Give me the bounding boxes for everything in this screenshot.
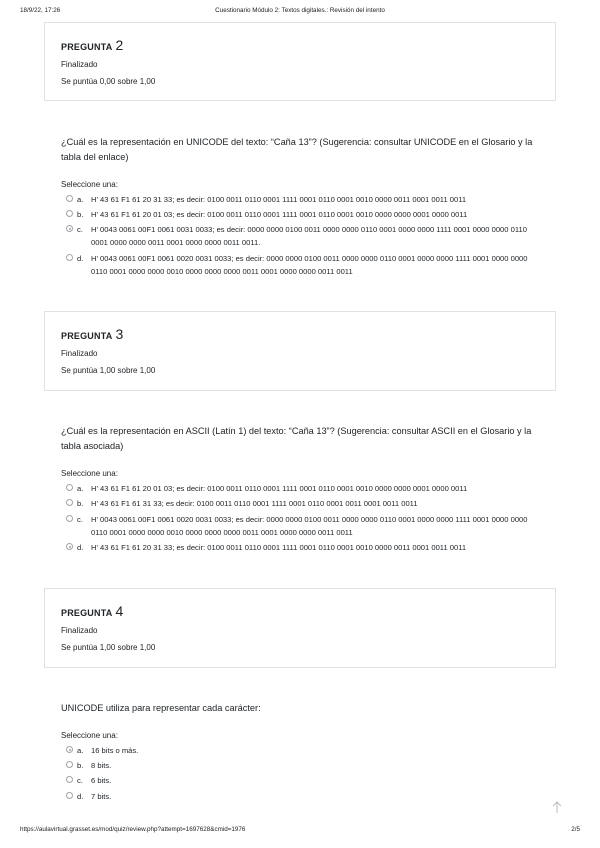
radio-button[interactable] (66, 761, 73, 768)
radio-button[interactable] (66, 254, 73, 261)
question-info-4 (44, 588, 556, 668)
question-grade: Se puntúa 1,00 sobre 1,00 (61, 366, 156, 375)
question-state: Finalizado (61, 60, 98, 69)
question-info-2 (44, 22, 556, 101)
print-url: https://aulavirtual.grasset.es/mod/quiz/review.php?attempt=1697628&cmid=1976 (20, 826, 246, 833)
answer-option[interactable]: c. H' 0043 0061 00F1 0061 0031 0033; es decir: 0000 0000 0100 0011 0000 0000 0110 0001 0000 0000 1111 0001 0000 0000 0110 0001 0000 0000 0011 0001 0000 0000 0011 0011. (66, 223, 536, 249)
radio-button[interactable] (66, 499, 73, 506)
answer-prompt: Seleccione una: (61, 469, 118, 478)
print-date: 18/9/22, 17:26 (20, 7, 61, 14)
question-text: ¿Cuál es la representación en ASCII (Latín 1) del texto: “Caña 13”? (Sugerencia: consultar ASCII en el Glosario y la tabla asociada) (61, 426, 532, 451)
radio-button[interactable] (66, 776, 73, 783)
question-grade: Se puntúa 0,00 sobre 1,00 (61, 77, 156, 86)
question-state: Finalizado (61, 626, 98, 635)
answer-option[interactable]: c. H' 0043 0061 00F1 0061 0020 0031 0033; es decir: 0000 0000 0100 0011 0000 0000 0110 0001 0000 0000 1111 0001 0000 0000 0110 0001 0000 0000 0010 0000 0000 0000 0011 0001 0000 0000 0011 0011 (66, 513, 536, 539)
print-title: Cuestionario Módulo 2: Textos digitales.: Revisión del intento (215, 7, 385, 14)
answer-option[interactable]: b. H' 43 61 F1 61 20 01 03; es decir: 0100 0011 0110 0001 1111 0001 0110 0001 0010 0000 0000 0001 0000 0011 (66, 208, 536, 221)
answer-option[interactable]: b. 8 bits. (66, 759, 536, 772)
arrow-up-icon[interactable] (551, 801, 563, 815)
question-grade: Se puntúa 1,00 sobre 1,00 (61, 643, 156, 652)
radio-button[interactable] (66, 210, 73, 217)
question-number: PREGUNTA 3 (61, 326, 124, 342)
answer-option[interactable]: a. H' 43 61 F1 61 20 31 33; es decir: 0100 0011 0110 0001 1111 0001 0110 0001 0010 0000 0011 0001 0011 0011 (66, 193, 536, 206)
question-number: PREGUNTA 4 (61, 603, 124, 619)
answer-option[interactable]: d. 7 bits. (66, 790, 536, 803)
answer-option[interactable]: c. 6 bits. (66, 774, 536, 787)
question-info-3 (44, 311, 556, 391)
answer-option[interactable]: a. 16 bits o más. (66, 744, 536, 757)
question-state: Finalizado (61, 349, 98, 358)
radio-button[interactable] (66, 195, 73, 202)
print-header (20, 7, 580, 19)
answer-prompt: Seleccione una: (61, 731, 118, 740)
answer-prompt: Seleccione una: (61, 180, 118, 189)
radio-button[interactable] (66, 792, 73, 799)
radio-button-selected[interactable] (66, 225, 73, 232)
print-footer (20, 826, 580, 838)
answer-option[interactable]: d. H' 43 61 F1 61 20 31 33; es decir: 0100 0011 0110 0001 1111 0001 0110 0001 0010 0000 0011 0001 0011 0011 (66, 541, 536, 554)
radio-button[interactable] (66, 484, 73, 491)
question-number: PREGUNTA 2 (61, 37, 124, 53)
question-text: UNICODE utiliza para representar cada carácter: (61, 703, 261, 713)
radio-button-selected[interactable] (66, 746, 73, 753)
answer-option[interactable]: b. H' 43 61 F1 61 31 33; es decir: 0100 0011 0110 0001 1111 0001 0110 0001 0011 0001 0011 0011 (66, 497, 536, 510)
question-text: ¿Cuál es la representación en UNICODE del texto: “Caña 13”? (Sugerencia: consultar UNICODE en el Glosario y la tabla del enlace) (61, 137, 533, 162)
radio-button[interactable] (66, 515, 73, 522)
answer-option[interactable]: d. H' 0043 0061 00F1 0061 0020 0031 0033; es decir: 0000 0000 0100 0011 0000 0000 0110 0001 0000 0000 1111 0001 0000 0000 0110 0001 0000 0000 0010 0000 0000 0000 0011 0001 0000 0000 0011 0011 (66, 252, 536, 278)
answer-option[interactable]: a. H' 43 61 F1 61 20 01 03; es decir: 0100 0011 0110 0001 1111 0001 0110 0001 0010 0000 0000 0001 0000 0011 (66, 482, 536, 495)
radio-button-selected[interactable] (66, 543, 73, 550)
print-page-number: 2/5 (571, 826, 580, 833)
